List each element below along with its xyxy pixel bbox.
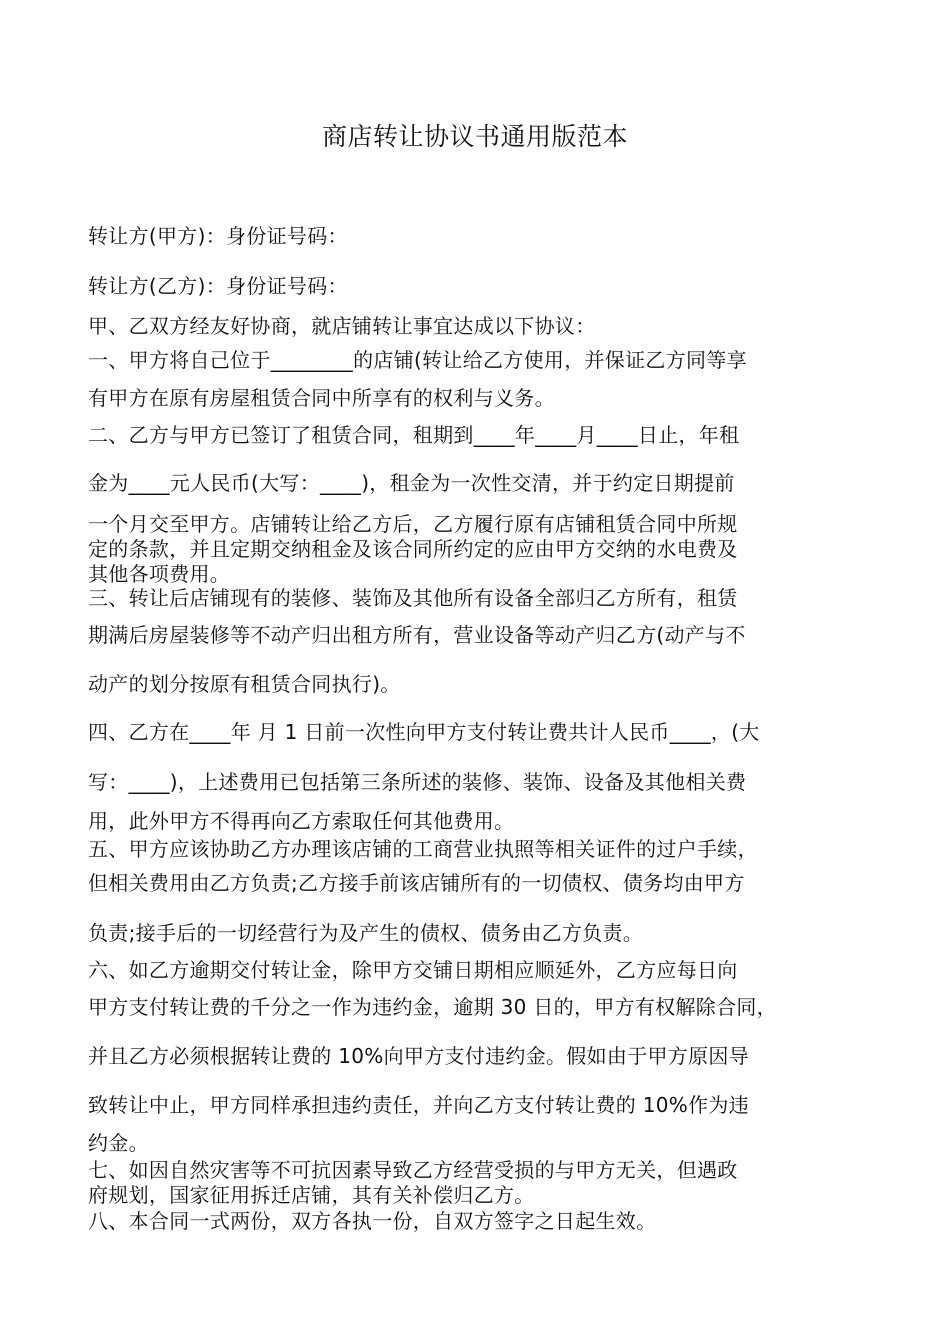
clause-6-line-4: 致转让中止，甲方同样承担违约责任，并向乙方支付转让费的 10%作为违 <box>88 1093 750 1117</box>
clause-1-line-1: 一、甲方将自己位于________的店铺(转让给乙方使用，并保证乙方同等享 <box>88 348 747 372</box>
clause-2-line-2: 金为____元人民币(大写：____)，租金为一次性交清，并于约定日期提前 <box>88 471 735 495</box>
clause-7-line-2: 府规划，国家征用拆迁店铺，其有关补偿归乙方。 <box>88 1183 535 1207</box>
party-b-line: 转让方(乙方)：身份证号码： <box>88 274 348 298</box>
clause-7-line-1: 七、如因自然灾害等不可抗因素导致乙方经营受损的与甲方无关，但遇政 <box>88 1158 738 1182</box>
clause-5-line-2: 但相关费用由乙方负责;乙方接手前该店铺所有的一切债权、债务均由甲方 <box>88 871 745 895</box>
intro-line: 甲、乙双方经友好协商，就店铺转让事宜达成以下协议： <box>88 314 596 338</box>
clause-6-line-1: 六、如乙方逾期交付转让金，除甲方交铺日期相应顺延外，乙方应每日向 <box>88 958 738 982</box>
party-a-line: 转让方(甲方)：身份证号码： <box>88 224 348 248</box>
clause-6-line-3: 并且乙方必须根据转让费的 10%向甲方支付违约金。假如由于甲方原因导 <box>88 1044 750 1068</box>
clause-2-line-1: 二、乙方与甲方已签订了租赁合同，租期到____年____月____日止，年租 <box>88 423 740 447</box>
clause-8-line-1: 八、本合同一式两份，双方各执一份，自双方签字之日起生效。 <box>88 1209 657 1233</box>
document-title: 商店转让协议书通用版范本 <box>321 122 628 151</box>
clause-4-line-3: 用，此外甲方不得再向乙方索取任何其他费用。 <box>88 809 515 833</box>
clause-1-line-2: 有甲方在原有房屋租赁合同中所享有的权利与义务。 <box>88 386 555 410</box>
clause-6-line-2: 甲方支付转让费的千分之一作为违约金，逾期 30 日的，甲方有权解除合同， <box>88 995 777 1019</box>
clause-2-line-3: 一个月交至甲方。店铺转让给乙方后，乙方履行原有店铺租赁合同中所规 <box>88 512 738 536</box>
clause-3-line-2: 期满后房屋装修等不动产归出租方所有，营业设备等动产归乙方(动产与不 <box>88 623 746 647</box>
clause-2-line-4: 定的条款，并且定期交纳租金及该合同所约定的应由甲方交纳的水电费及 <box>88 537 738 561</box>
clause-3-line-3: 动产的划分按原有租赁合同执行)。 <box>88 672 401 696</box>
clause-2-line-5: 其他各项费用。 <box>88 562 231 586</box>
clause-6-line-5: 约金。 <box>88 1131 149 1155</box>
clause-4-line-1: 四、乙方在____年 月 1 日前一次性向甲方支付转让费共计人民币____，(大 <box>88 720 760 744</box>
clause-5-line-1: 五、甲方应该协助乙方办理该店铺的工商营业执照等相关证件的过户手续， <box>88 837 758 861</box>
clause-3-line-1: 三、转让后店铺现有的装修、装饰及其他所有设备全部归乙方所有，租赁 <box>88 586 738 610</box>
clause-5-line-3: 负责;接手后的一切经营行为及产生的债权、债务由乙方负责。 <box>88 921 644 945</box>
clause-4-line-2: 写：____)，上述费用已包括第三条所述的装修、装饰、设备及其他相关费 <box>88 770 747 794</box>
